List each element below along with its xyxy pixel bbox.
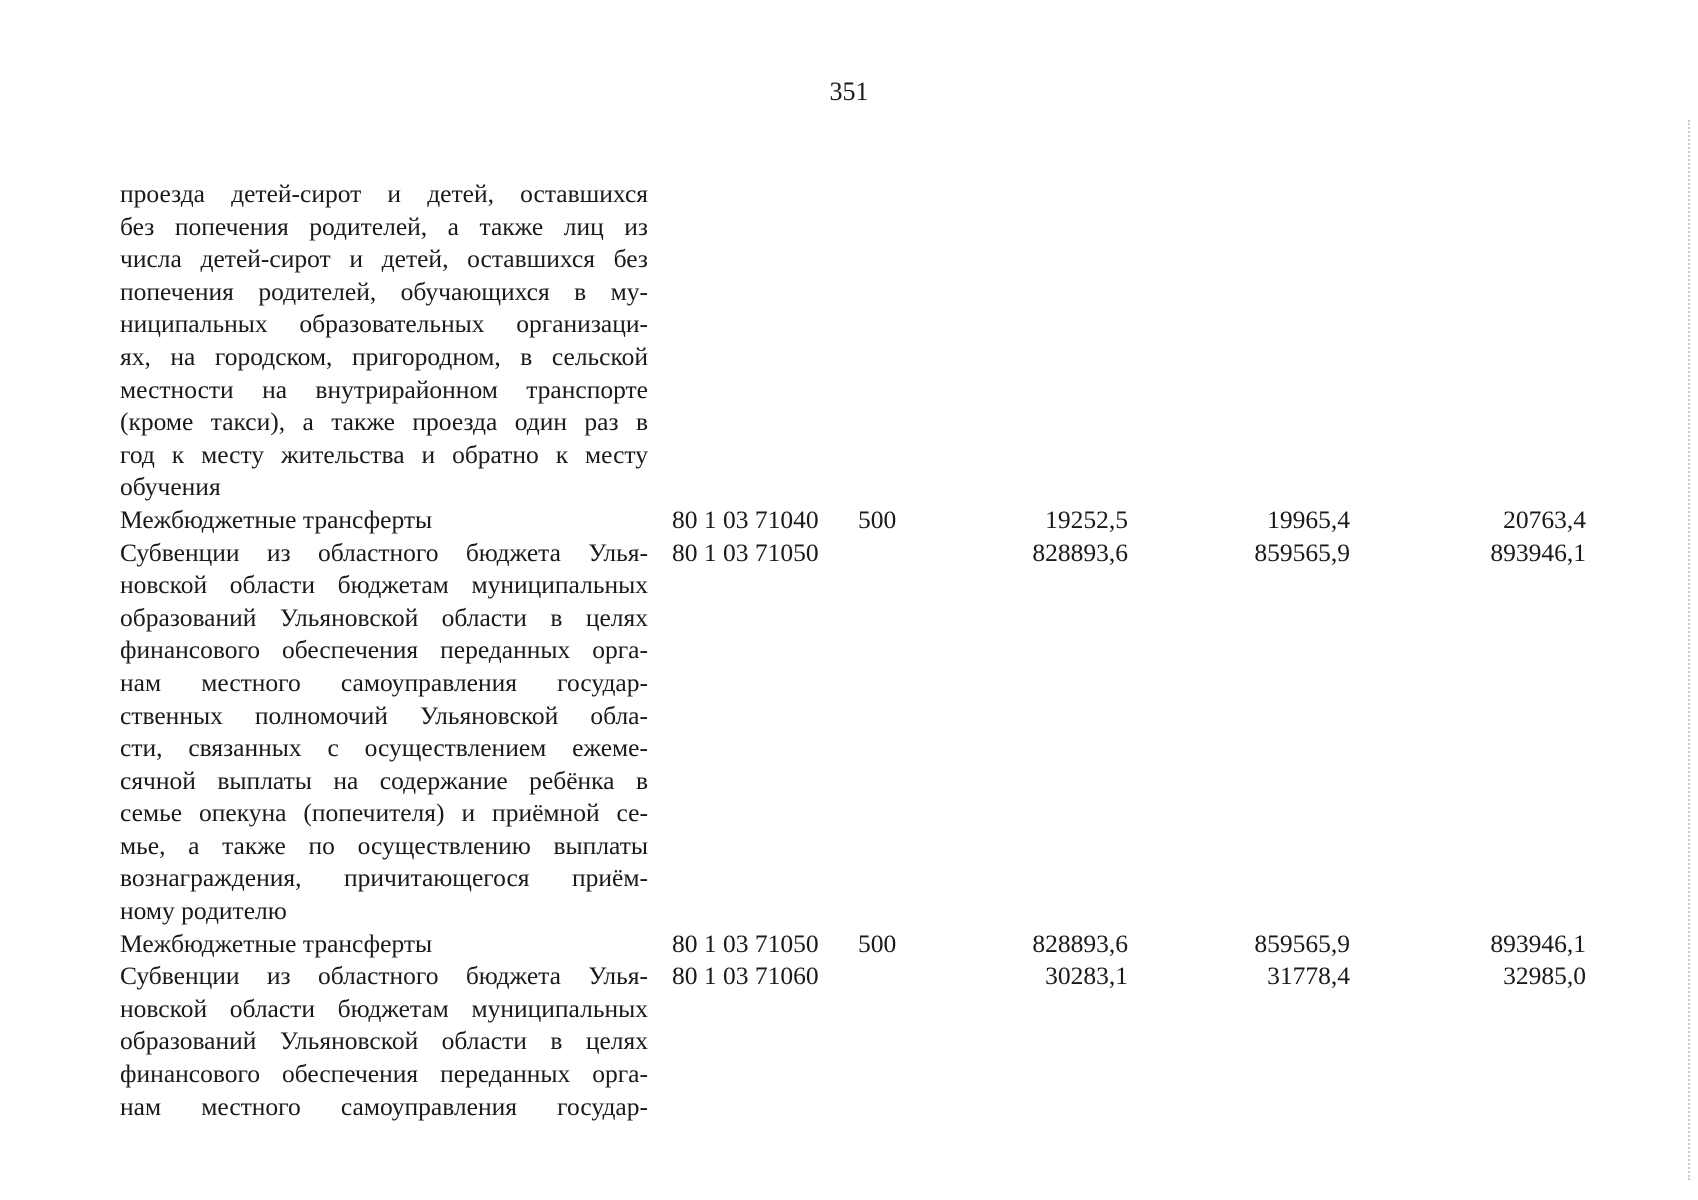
table-row <box>120 928 1586 961</box>
row-name-line: семье опекуна (попечителя) и приёмной се- <box>120 798 648 828</box>
row-name-cell <box>120 960 648 1123</box>
amount-year-2: 31778,4 <box>1267 961 1350 991</box>
row-name-cell <box>120 928 648 961</box>
amount-year-2: 859565,9 <box>1254 928 1350 958</box>
table-row <box>120 960 1586 1123</box>
scan-edge-mark <box>1686 120 1690 1180</box>
row-name-line: мье, а также по осуществлению выплаты <box>120 830 648 860</box>
row-name-line: проезда детей-сирот и детей, оставшихся <box>120 179 648 208</box>
row-name-line: ственных полномочий Ульяновской обла- <box>120 700 648 730</box>
expense-type-code: 500 <box>858 504 897 534</box>
row-name-line: (кроме такси), а также проезда один раз в <box>120 407 648 437</box>
row-name-line: Межбюджетные трансферты <box>120 928 433 958</box>
row-name-line: финансового обеспечения переданных орга- <box>120 1059 648 1089</box>
row-name-cell <box>120 504 648 537</box>
row-name-cell <box>120 178 648 504</box>
row-name-line: образований Ульяновской области в целях <box>120 602 648 632</box>
target-article-code: 80 1 03 71050 <box>672 928 819 958</box>
page-number: 351 <box>829 77 869 106</box>
row-name-line: числа детей-сирот и детей, оставшихся без <box>120 244 648 274</box>
row-name-line: новской области бюджетам муниципальных <box>120 993 648 1023</box>
amount-year-2: 19965,4 <box>1267 504 1350 534</box>
row-name-line: местности на внутрирайонном транспорте <box>120 374 648 404</box>
row-name-line: вознаграждения, причитающегося приём- <box>120 863 648 893</box>
amount-year-2: 859565,9 <box>1254 537 1350 567</box>
table-row <box>120 537 1586 928</box>
row-name-line: нам местного самоуправления государ- <box>120 1091 648 1121</box>
target-article-code: 80 1 03 71050 <box>672 537 819 567</box>
expense-type-code: 500 <box>858 928 897 958</box>
amount-year-1: 828893,6 <box>1032 537 1128 567</box>
row-name-line: новской области бюджетам муниципальных <box>120 570 648 600</box>
amount-year-3: 893946,1 <box>1490 928 1586 958</box>
target-article-code: 80 1 03 71040 <box>672 504 819 534</box>
amount-year-1: 828893,6 <box>1032 928 1128 958</box>
row-name-line: ях, на городском, пригородном, в сельской <box>120 341 648 371</box>
row-name-line: образований Ульяновской области в целях <box>120 1026 648 1056</box>
row-name-line: ниципальных образовательных организаци- <box>120 309 648 339</box>
row-name-line: финансового обеспечения переданных орга- <box>120 635 648 665</box>
row-name-line: без попечения родителей, а также лиц из <box>120 211 648 241</box>
row-name-cell <box>120 537 648 928</box>
amount-year-3: 893946,1 <box>1490 537 1586 567</box>
row-name-line: сячной выплаты на содержание ребёнка в <box>120 765 648 795</box>
row-name-line: Субвенции из областного бюджета Улья- <box>120 537 648 567</box>
amount-year-3: 32985,0 <box>1503 961 1586 991</box>
table-row <box>120 504 1586 537</box>
row-name-line: сти, связанных с осуществлением ежеме- <box>120 733 648 763</box>
row-name-line: ному родителю <box>120 896 287 926</box>
budget-table <box>120 178 1586 1123</box>
row-name-line: обучения <box>120 472 221 502</box>
amount-year-1: 30283,1 <box>1045 961 1128 991</box>
table-row <box>120 178 1540 504</box>
row-name-line: год к месту жительства и обратно к месту <box>120 439 648 469</box>
row-name-line: нам местного самоуправления государ- <box>120 667 648 697</box>
amount-year-1: 19252,5 <box>1045 504 1128 534</box>
row-name-line: попечения родителей, обучающихся в му- <box>120 276 648 306</box>
amount-year-3: 20763,4 <box>1503 504 1586 534</box>
row-name-line: Субвенции из областного бюджета Улья- <box>120 961 648 991</box>
row-name-line: Межбюджетные трансферты <box>120 504 433 534</box>
target-article-code: 80 1 03 71060 <box>672 961 819 991</box>
